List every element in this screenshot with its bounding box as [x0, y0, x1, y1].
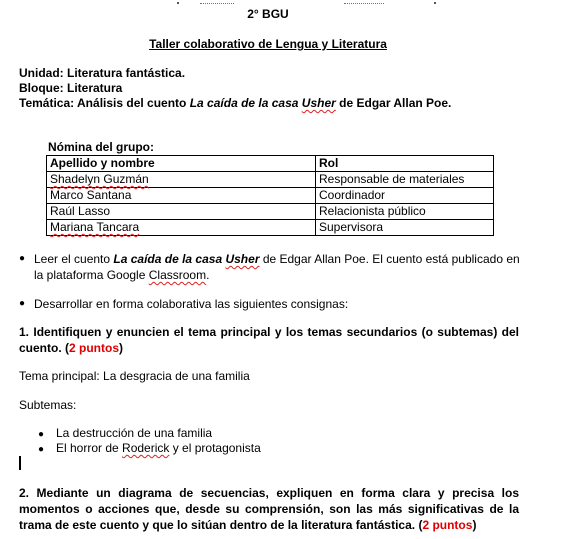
top-decoration-right: [344, 3, 384, 4]
instruction-item-develop: [19, 296, 529, 312]
character-name: Roderick: [122, 441, 170, 455]
member-name: Mariana Tancara: [50, 220, 140, 234]
tematica-title-b: Usher: [301, 96, 336, 110]
question-2-text: 2. Mediante un diagrama de secuencias, expliquen en forma clara y precisa los momentos o acciones que, desde su comprensión, son las más significativas de la trama de este cuento y que lo sitúan dentro de la literatura fantástica. (: [19, 486, 519, 532]
bullet-icon: ●: [19, 253, 26, 264]
bullet-icon: ●: [38, 444, 45, 455]
top-decoration-dot: [177, 2, 179, 4]
header-role: Rol: [316, 156, 494, 172]
member-name: Shadelyn Guzmán: [50, 172, 149, 186]
question-1-text: 1. Identifiquen y enuncien el tema principal y los temas secundarios (o subtemas) del cuento. (: [19, 325, 519, 355]
question-2-points: 2 puntos: [422, 518, 473, 532]
tematica-prefix: Temática: Análisis del cuento: [19, 96, 190, 110]
question-2: [19, 485, 519, 533]
instruction-text: Leer el cuento: [34, 252, 114, 266]
question-1-close: ): [119, 341, 123, 355]
meta-bloque: Bloque: Literatura: [19, 81, 123, 95]
tematica-title-a: La caída de la casa: [189, 96, 302, 110]
table-row: [47, 204, 494, 220]
bullet-icon: ●: [19, 298, 26, 309]
table-row: [47, 172, 494, 188]
header-name: Apellido y nombre: [47, 156, 316, 172]
member-role: Coordinador: [316, 188, 494, 204]
member-role: Relacionista público: [316, 204, 494, 220]
member-role: Supervisora: [316, 220, 494, 236]
top-decoration-left: [200, 3, 234, 4]
story-title-b: Usher: [225, 252, 260, 266]
instruction-item-read: [19, 251, 529, 283]
table-row: [47, 188, 494, 204]
instruction-text: de Edgar Allan Poe. El cuento está publicado en la plataforma Google: [34, 252, 520, 282]
subtheme-item: [38, 426, 212, 440]
group-label: Nómina del grupo:: [48, 140, 154, 154]
meta-unidad: Unidad: Literatura fantástica.: [19, 66, 186, 80]
instruction-end: .: [206, 268, 210, 282]
story-title-a: La caída de la casa: [113, 252, 226, 266]
member-role: Responsable de materiales: [316, 172, 494, 188]
member-name: Raúl Lasso: [47, 204, 316, 220]
member-name: Marco Santana: [47, 188, 316, 204]
main-theme: Tema principal: La desgracia de una familia: [19, 369, 250, 383]
instruction-text: Desarrollar en forma colaborativa las siguientes consignas:: [34, 297, 349, 311]
question-1: [19, 324, 519, 356]
table-row: [47, 220, 494, 236]
subtheme-text: La destrucción de una familia: [56, 426, 213, 440]
tematica-suffix: de Edgar Allan Poe.: [335, 96, 452, 110]
grade-heading: 2° BGU: [247, 7, 289, 21]
document-title: Taller colaborativo de Lengua y Literatura: [149, 37, 387, 51]
subtheme-text: El horror de: [56, 441, 123, 455]
table-header-row: [47, 156, 494, 172]
meta-tematica: [19, 96, 451, 110]
bullet-icon: ●: [38, 429, 45, 440]
classroom-word: Classroom: [148, 268, 207, 282]
question-1-points: 2 puntos: [69, 341, 119, 355]
top-decoration-dot: [434, 2, 436, 4]
text-cursor[interactable]: [19, 456, 21, 470]
subtheme-item: [38, 441, 261, 455]
question-2-close: ): [472, 518, 477, 532]
members-table: [46, 155, 494, 236]
subthemes-label: Subtemas:: [19, 398, 77, 412]
subtheme-text: y el protagonista: [169, 441, 261, 455]
